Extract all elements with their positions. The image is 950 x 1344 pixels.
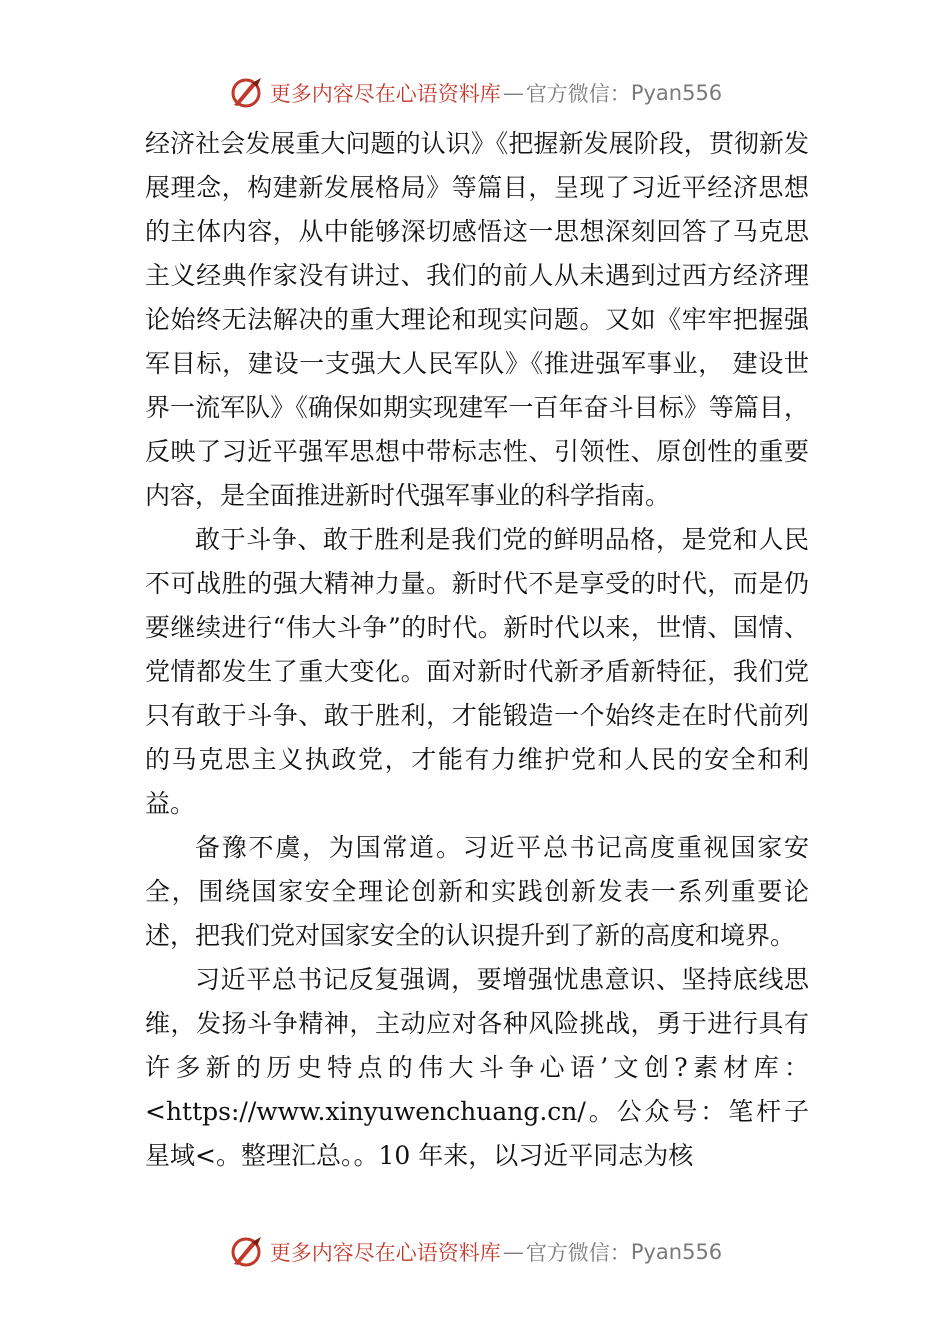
paragraph: 敢于斗争、敢于胜利是我们党的鲜明品格，是党和人民不可战胜的强大精神力量。新时代不是享受的时代，而是仍要继续进行“伟大斗争”的时代。新时代以来，世情、国情、党情都发生了重大变化。面对新时代新矛盾新特征，我们党只有敢于斗争、敢于胜利，才能锻造一个始终走在时代前列的马克思主义执政党，才能有力维护党和人民的安全和利益。 (145, 525, 809, 818)
quill-logo-icon (228, 1234, 264, 1270)
header-banner (0, 71, 950, 115)
banner-separator: — (502, 1240, 524, 1264)
banner-wechat-label: 官方微信： (525, 1241, 631, 1265)
paragraph: 备豫不虞，为国常道。习近平总书记高度重视国家安全，围绕国家安全理论创新和实践创新发表一系列重要论述，把我们党对国家安全的认识提升到了新的高度和境界。 (145, 833, 809, 950)
banner-main-text: 更多内容尽在心语资料库 (269, 82, 501, 106)
quill-logo-icon (228, 75, 264, 111)
banner-main-text: 更多内容尽在心语资料库 (269, 1241, 501, 1265)
document-body (145, 122, 809, 1178)
banner-separator: — (502, 81, 524, 105)
banner-wechat-id: Pyan556 (630, 81, 723, 105)
banner-wechat-id: Pyan556 (630, 1240, 723, 1264)
footer-banner (0, 1230, 950, 1274)
paragraph: 经济社会发展重大问题的认识》《把握新发展阶段，贯彻新发展理念，构建新发展格局》等篇目，呈现了习近平经济思想的主体内容，从中能够深切感悟这一思想深刻回答了马克思主义经典作家没有讲过、我们的前人从未遇到过西方经济理论始终无法解决的重大理论和现实问题。又如《牢牢把握强军目标，建设一支强大人民军队》《推进强军事业， 建设世界一流军队》《确保如期实现建军一百年奋斗目标》等篇目，反映了习近平强军思想中带标志性、引领性、原创性的重要内容，是全面推进新时代强军事业的科学指南。 (145, 129, 809, 510)
banner-wechat-label: 官方微信： (525, 82, 631, 106)
paragraph: 习近平总书记反复强调，要增强忧患意识、坚持底线思维，发扬斗争精神，主动应对各种风险挑战，勇于进行具有许多新的历史特点的伟大斗争心语’文创?素材库：<https://www.xinyuwenchuang.cn/。公众号：笔杆子星域<。整理汇总。。10 年来，以习近平同志为核 (145, 965, 809, 1170)
